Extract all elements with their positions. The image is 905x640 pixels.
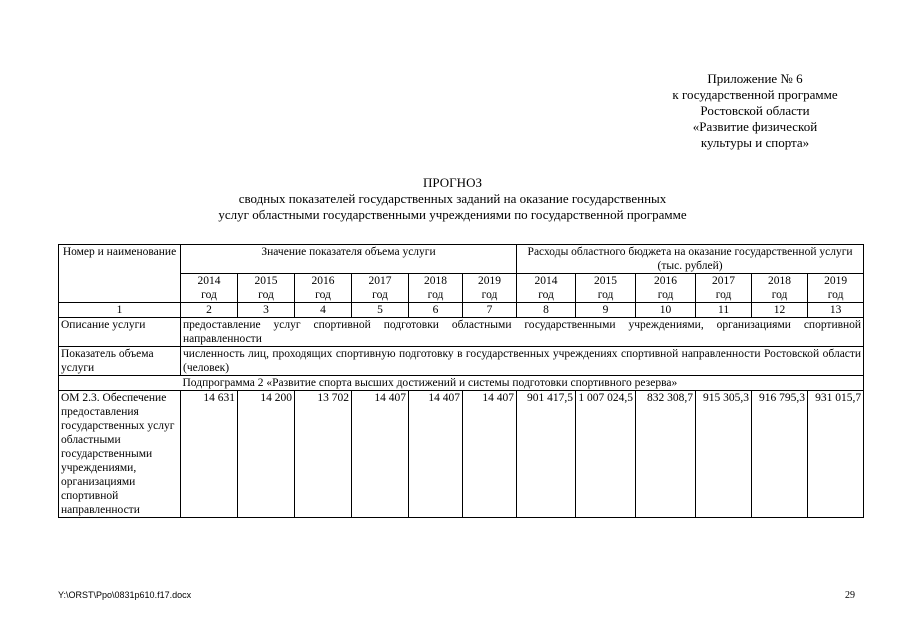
header-number-name: Номер и наименование [59, 245, 181, 303]
volume-indicator-label: Показатель объема услуги [59, 347, 181, 376]
column-number: 3 [238, 303, 295, 318]
subprogram-row [59, 376, 864, 391]
heading-line-2: услуг областными государственными учреждениями по государственной программе [218, 207, 687, 222]
subprogram-spacer [59, 376, 181, 391]
column-number: 4 [295, 303, 352, 318]
header-year: 2015 год [576, 274, 636, 303]
column-number: 8 [517, 303, 576, 318]
column-number: 7 [463, 303, 517, 318]
row-value: 832 308,7 [636, 391, 696, 518]
row-name: ОМ 2.3. Обеспечение предоставления государственных услуг областными государственными учреждениями, организациями спортивной направленности [59, 391, 181, 518]
row-value: 13 702 [295, 391, 352, 518]
heading-title: ПРОГНОЗ [423, 175, 482, 190]
row-value: 901 417,5 [517, 391, 576, 518]
header-year: 2018 год [752, 274, 808, 303]
header-year: 2014 год [517, 274, 576, 303]
appendix-block [600, 71, 905, 151]
forecast-table [58, 244, 864, 518]
heading-line-1: сводных показателей государственных заданий на оказание государственных [238, 191, 667, 206]
row-value: 14 407 [463, 391, 517, 518]
column-number: 12 [752, 303, 808, 318]
service-description-text: предоставление услуг спортивной подготовки областными государственными учреждениями, организациями спортивной направленности [181, 318, 864, 347]
header-year: 2015 год [238, 274, 295, 303]
header-year: 2017 год [696, 274, 752, 303]
volume-indicator-text: численность лиц, проходящих спортивную подготовку в государственных учреждениях спортивной направленности Ростовской области (человек) [181, 347, 864, 376]
header-year: 2017 год [352, 274, 409, 303]
column-number: 6 [409, 303, 463, 318]
row-value: 915 305,3 [696, 391, 752, 518]
header-year: 2019 год [808, 274, 864, 303]
column-number: 2 [181, 303, 238, 318]
row-value: 931 015,7 [808, 391, 864, 518]
header-volume-group: Значение показателя объема услуги [181, 245, 517, 274]
row-value: 916 795,3 [752, 391, 808, 518]
service-description-row [59, 318, 864, 347]
header-year: 2016 год [295, 274, 352, 303]
appendix-line: Приложение № 6 [707, 71, 803, 86]
row-value: 14 407 [352, 391, 409, 518]
header-year: 2014 год [181, 274, 238, 303]
header-year: 2018 год [409, 274, 463, 303]
row-value: 14 407 [409, 391, 463, 518]
subprogram-title: Подпрограмма 2 «Развитие спорта высших достижений и системы подготовки спортивного резерва» [181, 376, 864, 391]
column-number: 11 [696, 303, 752, 318]
appendix-line: Ростовской области [700, 103, 810, 118]
column-number: 13 [808, 303, 864, 318]
header-budget-group: Расходы областного бюджета на оказание государственной услуги (тыс. рублей) [517, 245, 864, 274]
appendix-line: к государственной программе [672, 87, 838, 102]
appendix-line: «Развитие физической [692, 119, 818, 134]
column-number: 10 [636, 303, 696, 318]
service-description-label: Описание услуги [59, 318, 181, 347]
row-value: 14 631 [181, 391, 238, 518]
column-number: 1 [59, 303, 181, 318]
header-year: 2016 год [636, 274, 696, 303]
column-numbers-row [59, 303, 864, 318]
document-heading [0, 175, 905, 223]
row-value: 1 007 024,5 [576, 391, 636, 518]
column-number: 5 [352, 303, 409, 318]
row-value: 14 200 [238, 391, 295, 518]
header-row-top [59, 245, 864, 274]
volume-indicator-row [59, 347, 864, 376]
header-year: 2019 год [463, 274, 517, 303]
column-number: 9 [576, 303, 636, 318]
table-row [59, 391, 864, 518]
appendix-line: культуры и спорта» [700, 135, 810, 150]
footer-file-path: Y:\ORST\Ppo\0831p610.f17.docx [58, 590, 192, 600]
page-number: 29 [845, 590, 855, 601]
